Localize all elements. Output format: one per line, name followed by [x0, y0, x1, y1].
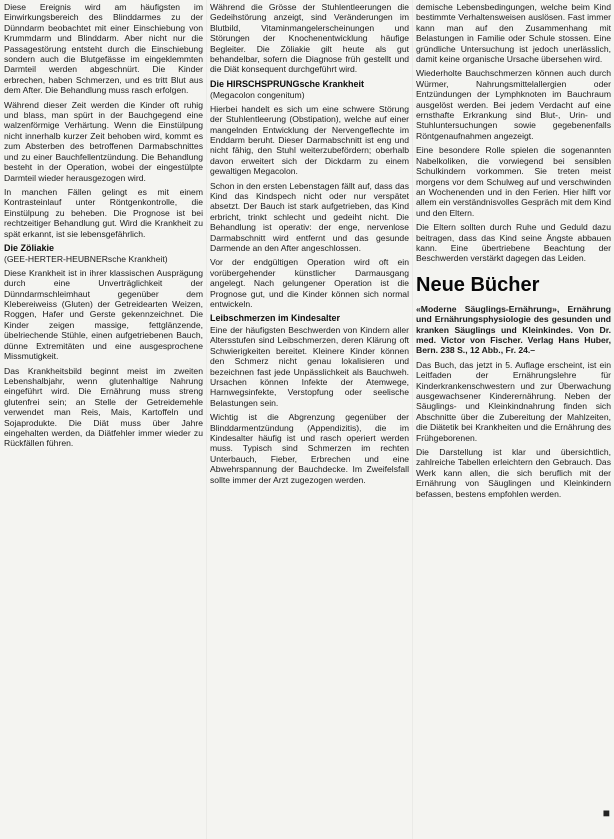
paragraph: Die Darstellung ist klar und übersichtlich, zahlreiche Tabellen erleichtern den Gebrauch. Das Werk kann allen, die sich beruflich mit der Ernährung von Säuglingen und Kleinkindern befassen, bestens empfohlen werden. — [416, 447, 611, 499]
paragraph: Die Eltern sollten durch Ruhe und Geduld dazu beitragen, dass das Kind seine Ängste abbauen kann. Eine übertriebene Beachtung der Beschwerden verstärkt dagegen das Leiden. — [416, 222, 611, 264]
paragraph: demische Lebensbedingungen, welche beim Kind bestimmte Verhaltensweisen auslösen. Fast immer kann man auf den Zusammenhang mit Belastungen in Familie oder Schule stossen. Eine gründliche Untersuchung ist jedoch unerlässlich, damit keine organische Ursache übersehen wird. — [416, 2, 611, 65]
paragraph: Eine der häufigsten Beschwerden von Kindern aller Altersstufen sind Leibschmerzen, deren Klärung oft Schwierigkeiten bereitet. Kleinere Kinder können den Schmerz nicht genau lokalisieren und bezeichnen fast jede Unpässlichkeit als Bauchweh. Ursachen können Infekte der Atemwege, Harnwegsinfekte, Verstopfung oder seelische Belastungen sein. — [210, 324, 409, 408]
paragraph: Vor der endgültigen Operation wird oft ein vorübergehender künstlicher Darmausgang angelegt. Nach gelungener Operation ist die Prognose gut, und die Kinder können sich normal entwickeln. — [210, 257, 409, 310]
section-subtitle: (GEE-HERTER-HEUBNERsche Krankheit) — [4, 254, 168, 265]
paragraph: Hierbei handelt es sich um eine schwere Störung der Stuhlentleerung (Obstipation), welche auf einer mangelnden Entwicklung der Nervengeflechte im Enddarm beruht. Dieser Darmabschnitt ist eng und nicht fähig, den Stuhl weiterzubefördern; oberhalb davon erweitert sich der Dickdarm zu einem gewaltigen Megacolon. — [210, 103, 409, 177]
paragraph: Das Krankheitsbild beginnt meist im zweiten Lebenshalbjahr, wenn glutenhaltige Nahrung eingeführt wird. Die Ernährung muss streng glutenfrei sein; an Stelle der Getreidemehle verwendet man Reis, Mais, Kartoffeln und Sojaprodukte. Die Diät muss über Jahre eingehalten werden, da Diätfehler immer wieder zu Rückfällen führen. — [4, 365, 203, 449]
paragraph: Schon in den ersten Lebenstagen fällt auf, dass das Kind das Kindspech nicht oder nur verspätet absetzt. Der Bauch ist stark aufgetrieben, das Kind erbricht, trinkt schlecht und gedeiht nicht. Die Behandlung ist operativ: der enge, nervenlose Darmabschnitt wird entfernt und das gesunde Darmende an den After angeschlossen. — [210, 180, 409, 254]
text-column-middle — [210, 2, 409, 836]
section-heading-leibschmerzen: Leibschmerzen im Kindesalter — [210, 313, 341, 324]
section-heading-neue-buecher: Neue Bücher — [416, 273, 540, 296]
end-marker-icon: ■ — [602, 806, 610, 820]
paragraph: Wiederholte Bauchschmerzen können auch durch Würmer, Nahrungsmittelallergien oder Entzündungen der Lymphknoten im Bauchraum ausgelöst werden. Bei jedem Verdacht auf eine ernsthafte Erkrankung sind Blut-, Urin- und Stuhluntersuchungen sowie gegebenenfalls Röntgenaufnahmen angezeigt. — [416, 68, 611, 141]
paragraph: Diese Ereignis wird am häufigsten im Einwirkungsbereich des Blinddarmes zu der Dünndarm beobachtet mit einer Einschiebung von Krummdarm und Blinddarm. Aber nicht nur die Passagestörung entsteht durch die Einschiebung sondern auch die Blutgefässe im eingeklemmten Darmteil werden abgeschnürt. Die Kinder erbrechen, haben Schmerzen, und es tritt Blut aus dem After. Die Behandlung muss rasch erfolgen. — [4, 2, 203, 96]
paragraph: Wichtig ist die Abgrenzung gegenüber der Blinddarmentzündung (Appendizitis), die im Kindesalter häufig ist und rasch operiert werden muss. Typisch sind Schmerzen im rechten Unterbauch, Fieber, Erbrechen und eine Abwehrspannung der Bauchdecke. Im Zweifelsfall sollte immer der Arzt zugezogen werden. — [210, 412, 409, 485]
paragraph: Das Buch, das jetzt in 5. Auflage erscheint, ist ein Leitfaden der Ernährungslehre für Kinderkrankenschwestern und zur Überwachung ausgewachsener Kinderernährung. Neben der Säuglings- und Kleinkindnahrung finden sich Abschnitte über die Zubereitung der Mahlzeiten, die Diätetik bei Krankheiten und die Ernährung des Frühgeborenen. — [416, 359, 611, 443]
column-divider — [412, 0, 413, 839]
paragraph: Eine besondere Rolle spielen die sogenannten Nabelkoliken, die vorwiegend bei sensiblen Schulkindern vorkommen. Sie treten meist morgens vor dem Schulweg auf und verschwinden an Wochenenden und in den Ferien. Hier hilft vor allem ein verständnisvolles Gespräch mit dem Kind und den Eltern. — [416, 145, 611, 218]
book-review-title: «Moderne Säuglings-Ernährung», Ernährung und Ernährungsphysiologie des gesunden und kranken Säuglings und Kleinkindes. Von Dr. med. Victor von Fischer. Verlag Hans Huber, Bern. 238 S., 12 Abb., Fr. 24.– — [416, 303, 611, 356]
paragraph: Während die Grösse der Stuhlentleerungen die Gedeihstörung anzeigt, sind Veränderungen im Blutbild, Vitaminmangelerscheinungen und Störungen der Knochenentwicklung häufige Begleiter. Die Zöliakie gilt heute als gut behandelbar, sofern die Diagnose früh gestellt und die Diät konsequent durchgeführt wird. — [210, 2, 409, 75]
paragraph: In manchen Fällen gelingt es mit einem Kontrasteinlauf unter Röntgenkontrolle, die Einstülpung zu beheben. Die Prognose ist bei rechtzeitiger Behandlung gut. Wird die Krankheit zu spät erkannt, ist sie lebensgefährlich. — [4, 186, 203, 239]
section-heading-zoeliakie: Die Zöliakie — [4, 242, 55, 253]
section-heading-hirschsprung: Die HIRSCHSPRUNGsche Krankheit — [210, 78, 365, 89]
paragraph: Diese Krankheit ist in ihrer klassischen Ausprägung durch eine Unverträglichkeit der Dünndarmschleimhaut gegenüber dem Klebereiweiss (Gluten) der Getreidearten Weizen, Roggen, Hafer und Gerste gekennzeichnet. Die Kinder zeigen massige, fettglänzende, übelriechende Stühle, einen aufgetriebenen Bauch, dünne Extremitäten und eine ausgesprochene Missmutigkeit. — [4, 267, 203, 362]
paragraph: Während dieser Zeit werden die Kinder oft ruhig und blass, man spürt in der Bauchgegend eine walzenförmige Verhärtung. Wenn die Einstülpung nicht innerhalb kurzer Zeit behoben wird, kommt es zum Absterben des betroffenen Darmabschnittes und zu einer Bauchfellentzündung. Die Behandlung besteht in der Operation, wobei der eingestülpte Darmteil wieder herausgezogen wird. — [4, 99, 203, 183]
section-subtitle: (Megacolon congenitum) — [210, 90, 305, 101]
text-column-left — [4, 2, 203, 836]
text-column-right — [416, 2, 611, 836]
column-divider — [206, 0, 207, 839]
